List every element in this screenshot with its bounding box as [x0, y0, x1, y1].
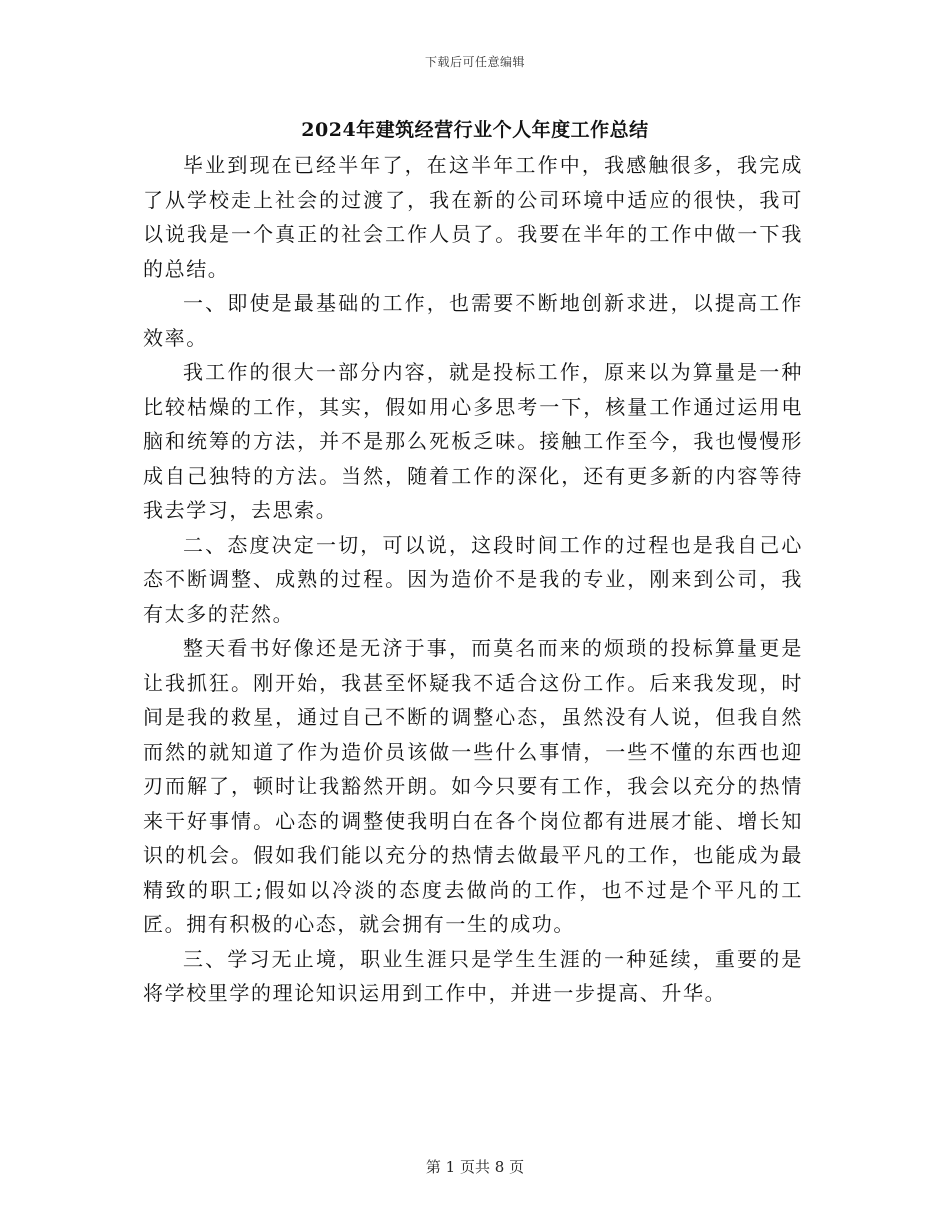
paragraph-intro: 毕业到现在已经半年了，在这半年工作中，我感触很多，我完成了从学校走上社会的过渡了，我在新的公司环境中适应的很快，我可以说我是一个真正的社会工作人员了。我要在半年的工作中做一下我的总结。	[143, 153, 803, 281]
page-number: 第 1 页共 8 页	[425, 1158, 525, 1176]
header-note: 下载后可任意编辑	[424, 55, 525, 69]
paragraph-section-three: 三、学习无止境，职业生涯只是学生生涯的一种延续，重要的是将学校里学的理论知识运用到工作中，并进一步提高、升华。	[143, 946, 803, 1005]
paragraph-section-one-heading: 一、即使是最基础的工作，也需要不断地创新求进，以提高工作效率。	[143, 291, 803, 350]
paragraph-section-two-body: 整天看书好像还是无济于事，而莫名而来的烦琐的投标算量更是让我抓狂。刚开始，我甚至怀疑我不适合这份工作。后来我发现，时间是我的救星，通过自己不断的调整心态，虽然没有人说，但我自然而然的就知道了作为造价员该做一些什么事情，一些不懂的东西也迎刃而解了，顿时让我豁然开朗。如今只要有工作，我会以充分的热情来干好事情。心态的调整使我明白在各个岗位都有进展才能、增长知识的机会。假如我们能以充分的热情去做最平凡的工作，也能成为最精致的职工;假如以冷淡的态度去做尚的工作，也不过是个平凡的工匠。拥有积极的心态，就会拥有一生的成功。	[143, 636, 803, 936]
paragraph-section-two-heading: 二、态度决定一切，可以说，这段时间工作的过程也是我自己心态不断调整、成熟的过程。因为造价不是我的专业，刚来到公司，我有太多的茫然。	[143, 532, 803, 626]
paragraph-section-one-body: 我工作的很大一部分内容，就是投标工作，原来以为算量是一种比较枯燥的工作，其实，假如用心多思考一下，核量工作通过运用电脑和统筹的方法，并不是那么死板乏味。接触工作至今，我也慢慢形成自己独特的方法。当然，随着工作的深化，还有更多新的内容等待我去学习，去思索。	[143, 360, 803, 522]
document-title: 2024年建筑经营行业个人年度工作总结	[301, 119, 649, 141]
document-body	[143, 148, 803, 1011]
